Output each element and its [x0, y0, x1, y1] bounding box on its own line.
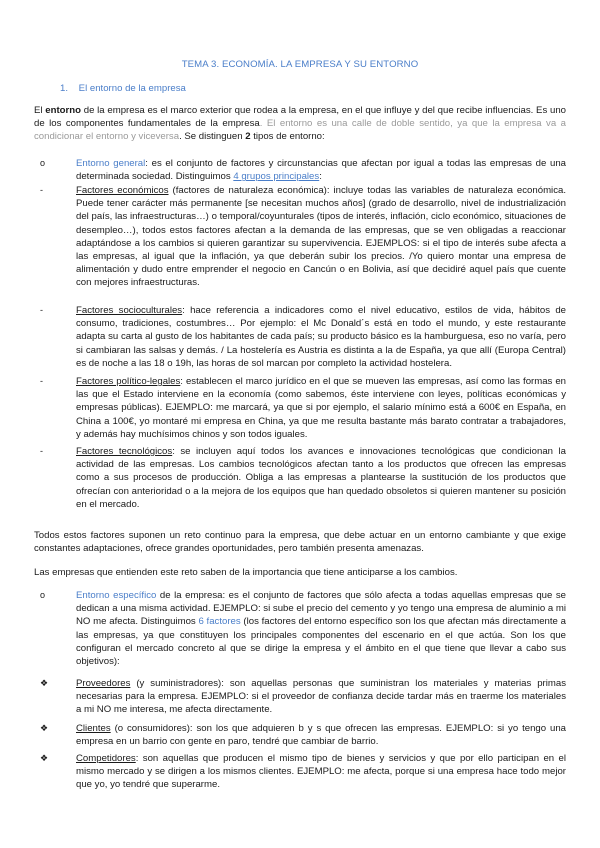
- factor-text: : establecen el marco jurídico en el que se mueven las empresas, así como las formas en las que el Estado interviene en la economía (como sabemos, éste interviene con leyes, políticas económicas y empresas públicas). EJEMPLO: me marcará, ya que si por ejemplo, el salario mínimo está a 600€ en España, en China a 100€, yo montaré mi empresa en China, ya que me resulta bastante más barato contratar a trabajadores, y además hay muchísimos chinos y son todos iguales.: [76, 376, 566, 440]
- intro-term-entorno: entorno: [45, 105, 81, 116]
- entorno-general-text: : es el conjunto de factores y circunstancias que afectan por igual a todas las empresas de una determinada sociedad. Distinguimos: [76, 158, 566, 183]
- intro-paragraph: [34, 104, 566, 144]
- factor-text: (factores de naturaleza económica): incluye todas las variables de naturaleza económica. Puede tener carácter más permanente [se necesitan muchos años] (grado de desarrollo, nivel de industrialización del país, las infraestructuras…) o temporal/coyunturales (tipos de interés, inflación, ciclo económico, situaciones de desempleo…), todos estos factores afectan a la demanda de las empresas, que se ven obligadas a reaccionar adaptándose a los cambios si quieren garantizar su supervivencia. EJEMPLOS: si el tipo de interés sube afecta a las empresas, al igual que la inflación, ya que deberán subir los precios. /Yo quiero montar una empresa de alimentación y dudo entre emprender el negocio en Cancún o en Bolivia, así que decidiré aquel país que cuente con mejores infraestructuras.: [76, 185, 566, 289]
- dash-marker: -: [40, 446, 43, 456]
- intro-count: 2: [245, 131, 251, 143]
- summary-paragraph-2: Las empresas que entienden este reto saben de la importancia que tiene anticiparse a los cambios.: [34, 567, 458, 578]
- diamond-bullet-icon: ❖: [40, 723, 49, 733]
- section-heading: [60, 82, 186, 95]
- intro-gray-note: . El entorno es una calle de doble sentido, ya que la empresa va a condicionar el entorno y viceversa: [34, 118, 566, 143]
- list-item-factor: [40, 304, 566, 370]
- document-title: TEMA 3. ECONOMÍA. LA EMPRESA Y SU ENTORNO: [181, 59, 419, 70]
- entorno-especifico-text-2: (los factores del entorno específico son los que afectan más directamente a las empresas, ya que constituyen los principales componentes del escenario en el que actúa. Son los que configuran el mercado concreto al que se dirige la empresa y el ámbito en el que tiene que llevar a cabo sus objetivos):: [76, 616, 566, 668]
- specific-factor-label: Competidores: [76, 753, 136, 764]
- list-item-specific-factor: [40, 752, 566, 792]
- dash-marker: -: [40, 376, 43, 386]
- four-groups-link: 4 grupos principales: [233, 171, 320, 183]
- specific-factor-text: (o consumidores): son los que adquieren b y s que ofrecen las empresas. EJEMPLO: si yo tengo una empresa en un barrio con gente en paro, tendré que cambiar de barrio.: [76, 723, 566, 748]
- list-item-entorno-general: [40, 157, 566, 183]
- entorno-especifico-label: Entorno específico: [76, 590, 157, 601]
- specific-factor-label: Clientes: [76, 723, 111, 734]
- section-number: 1.: [60, 83, 69, 94]
- intro-text-c: de la empresa es el marco exterior que rodea a la empresa, en el que influye y del que recibe influencias. Es uno de los componentes fundamentales de la empresa: [34, 105, 566, 130]
- factor-label: Factores económicos: [76, 185, 169, 196]
- bullet-marker: o: [40, 590, 46, 600]
- entorno-especifico-text: de la empresa: es el conjunto de factores que sólo afecta a todas aquellas empresas que se dedican a una misma actividad. EJEMPLO: si sube el precio del cemento y yo tengo una empresa de aluminio a mi NO me afecta. Distinguimos: [76, 590, 567, 628]
- bullet-marker: o: [40, 158, 46, 168]
- diamond-bullet-icon: ❖: [40, 753, 49, 763]
- intro-text-g: tipos de entorno:: [250, 131, 325, 143]
- list-item-factor: [40, 184, 566, 290]
- dash-marker: -: [40, 185, 43, 195]
- specific-factor-text: : son aquellas que producen el mismo tipo de bienes y servicios y que por ello participan en el mismo mercado y se dirigen a los mismos clientes. EJEMPLO: me afecta, porque si una empresa hace todo mejor que yo, yo tendré que superarme.: [76, 753, 566, 791]
- factor-label: Factores tecnológicos: [76, 446, 173, 457]
- factor-label: Factores socioculturales: [76, 305, 183, 316]
- diamond-bullet-icon: ❖: [40, 678, 49, 688]
- dash-marker: -: [40, 305, 43, 315]
- intro-text-e: . Se distinguen: [179, 131, 246, 143]
- list-item-specific-factor: [40, 677, 566, 717]
- factor-label: Factores político-legales: [76, 376, 181, 387]
- specific-factor-text: (y suministradores): son aquellas personas que suministran los materiales y materias primas necesarias para la empresa. EJEMPLO: si el proveedor de confianza decide tardar más en traerme los materiales a mi NO me interesa, me afecta directamente.: [76, 678, 566, 716]
- factor-text: : se incluyen aquí todos los avances e innovaciones tecnológicas que condicionan la actividad de las empresas. Los cambios tecnológicos afectan tanto a los productos que ofrecen las empresas como a sus procesos de producción. Obliga a las empresas a plantearse la sustitución de los productos que ofrecían con anterioridad o a la mejora de los equipos que han quedado obsoletos si quieren mantener su posición en el mercado.: [76, 446, 566, 510]
- entorno-general-label: Entorno general: [76, 158, 146, 169]
- list-item-factor: [40, 445, 566, 511]
- intro-text-a: El: [34, 105, 46, 116]
- entorno-general-end: :: [319, 171, 322, 183]
- factor-text: : hace referencia a indicadores como el nivel educativo, estilos de vida, hábitos de consumo, tradiciones, costumbres… Por ejemplo: el Mc Donald´s está en todo el mundo, y este restaurante adapta su carta al gusto de los habitantes de cada país; su producto básico es la hamburguesa, eso no varía, pero si cambiaran las salsas y demás. / La hostelería es Austria es distinta a la de España, ya que allí (Europa Central) es de noche a las 18 o 19h, las horas de sol marcan por completo la actividad hostelera.: [76, 305, 566, 369]
- specific-factor-label: Proveedores: [76, 678, 131, 689]
- summary-paragraph: Todos estos factores suponen un reto continuo para la empresa, que debe actuar en un entorno cambiante y que exige constantes adaptaciones, ofrece grandes oportunidades, pero también presenta amenazas.: [34, 530, 566, 555]
- six-factors-highlight: 6 factores: [198, 616, 241, 628]
- list-item-factor: [40, 375, 566, 441]
- list-item-specific-factor: [40, 722, 566, 748]
- section-label: El entorno de la empresa: [78, 83, 186, 94]
- list-item-entorno-especifico: [40, 589, 567, 668]
